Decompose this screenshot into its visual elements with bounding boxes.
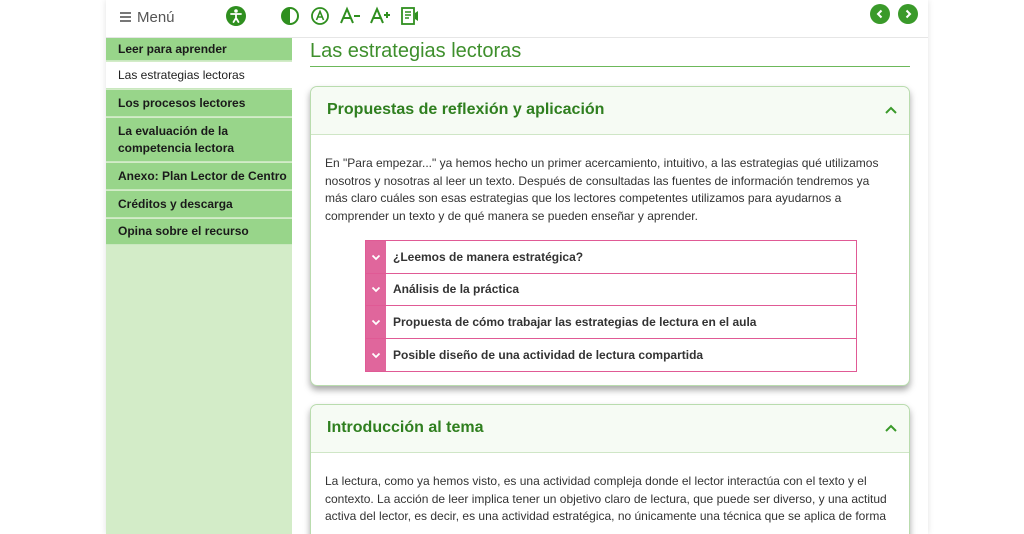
sidebar-item-anexo[interactable] [106, 163, 292, 190]
sidebar-item-label: Las estrategias lectoras [118, 67, 245, 82]
accordion [365, 240, 857, 372]
sidebar-item-label: Opina sobre el recurso [118, 224, 249, 238]
accordion-item-label: Posible diseño de una actividad de lectura compartida [393, 347, 704, 362]
sidebar-item-procesos-lectores[interactable] [106, 90, 292, 117]
title-divider [310, 66, 910, 67]
top-toolbar [106, 0, 928, 38]
sidebar-item-label: Los procesos lectores [118, 95, 246, 110]
sidebar-item-label: La evaluación de la competencia lectora [118, 123, 235, 155]
sidebar-item-evaluacion[interactable] [106, 118, 292, 162]
font-a-icon[interactable] [308, 4, 332, 28]
accordion-item[interactable] [366, 306, 856, 339]
chevron-right-icon [903, 9, 913, 19]
menu-label: Menú [137, 8, 175, 26]
card-title: Introducción al tema [327, 419, 484, 436]
sidebar-nav [106, 38, 292, 534]
card-paragraph: En "Para empezar..." ya hemos hecho un primer acercamiento, intuitivo, a las estrategias qué utilizamos nosotros y nosotras al leer un texto. Después de consultadas las fuentes de información tendremos ya más claro cuáles son esas estrategias que los lectores competentes utilizamos para ayudarnos a comprender un texto y de qué manera se pueden enseñar y aprender. [325, 156, 879, 223]
accordion-item-label: Propuesta de cómo trabajar las estrategias de lectura en el aula [393, 314, 757, 329]
main-content [292, 38, 928, 534]
accordion-item[interactable] [366, 274, 856, 307]
sidebar-item-leer-para-aprender[interactable] [106, 38, 292, 61]
chevron-down-icon [366, 274, 386, 306]
font-decrease-icon[interactable] [338, 4, 362, 28]
card-paragraph: La lectura, como ya hemos visto, es una actividad compleja donde el lector interactúa con el texto y el contexto. La acción de leer implica tener un objetivo claro de lectura, que puede ser diverso, y una actitud activa del lector, es decir, es una actividad estratégica, no únicamente una técnica que se aplica de forma [325, 474, 887, 523]
card-title: Propuestas de reflexión y aplicación [327, 101, 605, 118]
previous-page-button[interactable] [870, 4, 890, 24]
menu-button[interactable] [120, 7, 175, 27]
sidebar-item-opina[interactable] [106, 219, 292, 245]
read-aloud-icon[interactable] [398, 4, 422, 28]
accordion-item-label: Análisis de la práctica [393, 282, 520, 297]
accordion-item-label: ¿Leemos de manera estratégica? [393, 249, 584, 264]
sidebar-item-estrategias-lectoras[interactable] [106, 62, 292, 89]
font-increase-icon[interactable] [368, 4, 392, 28]
chevron-up-icon[interactable] [883, 102, 899, 118]
sidebar-item-label: Anexo: Plan Lector de Centro [118, 168, 287, 183]
card-introduccion [310, 404, 910, 534]
hamburger-icon [120, 10, 131, 24]
chevron-down-icon [366, 306, 386, 338]
next-page-button[interactable] [898, 4, 918, 24]
page-title: Las estrategias lectoras [310, 40, 522, 62]
chevron-down-icon [366, 339, 386, 372]
chevron-left-icon [875, 9, 885, 19]
chevron-down-icon [366, 241, 386, 273]
chevron-up-icon[interactable] [883, 420, 899, 436]
sidebar-item-label: Leer para aprender [118, 41, 227, 56]
app-window [106, 0, 928, 534]
card-propuestas [310, 86, 910, 386]
card-header[interactable] [311, 405, 909, 453]
accordion-item[interactable] [366, 339, 856, 372]
sidebar-item-creditos[interactable] [106, 191, 292, 218]
sidebar-item-label: Créditos y descarga [118, 196, 233, 211]
card-header[interactable] [311, 87, 909, 135]
accessibility-icon[interactable] [224, 4, 248, 28]
accordion-item[interactable] [366, 241, 856, 274]
contrast-icon[interactable] [278, 4, 302, 28]
